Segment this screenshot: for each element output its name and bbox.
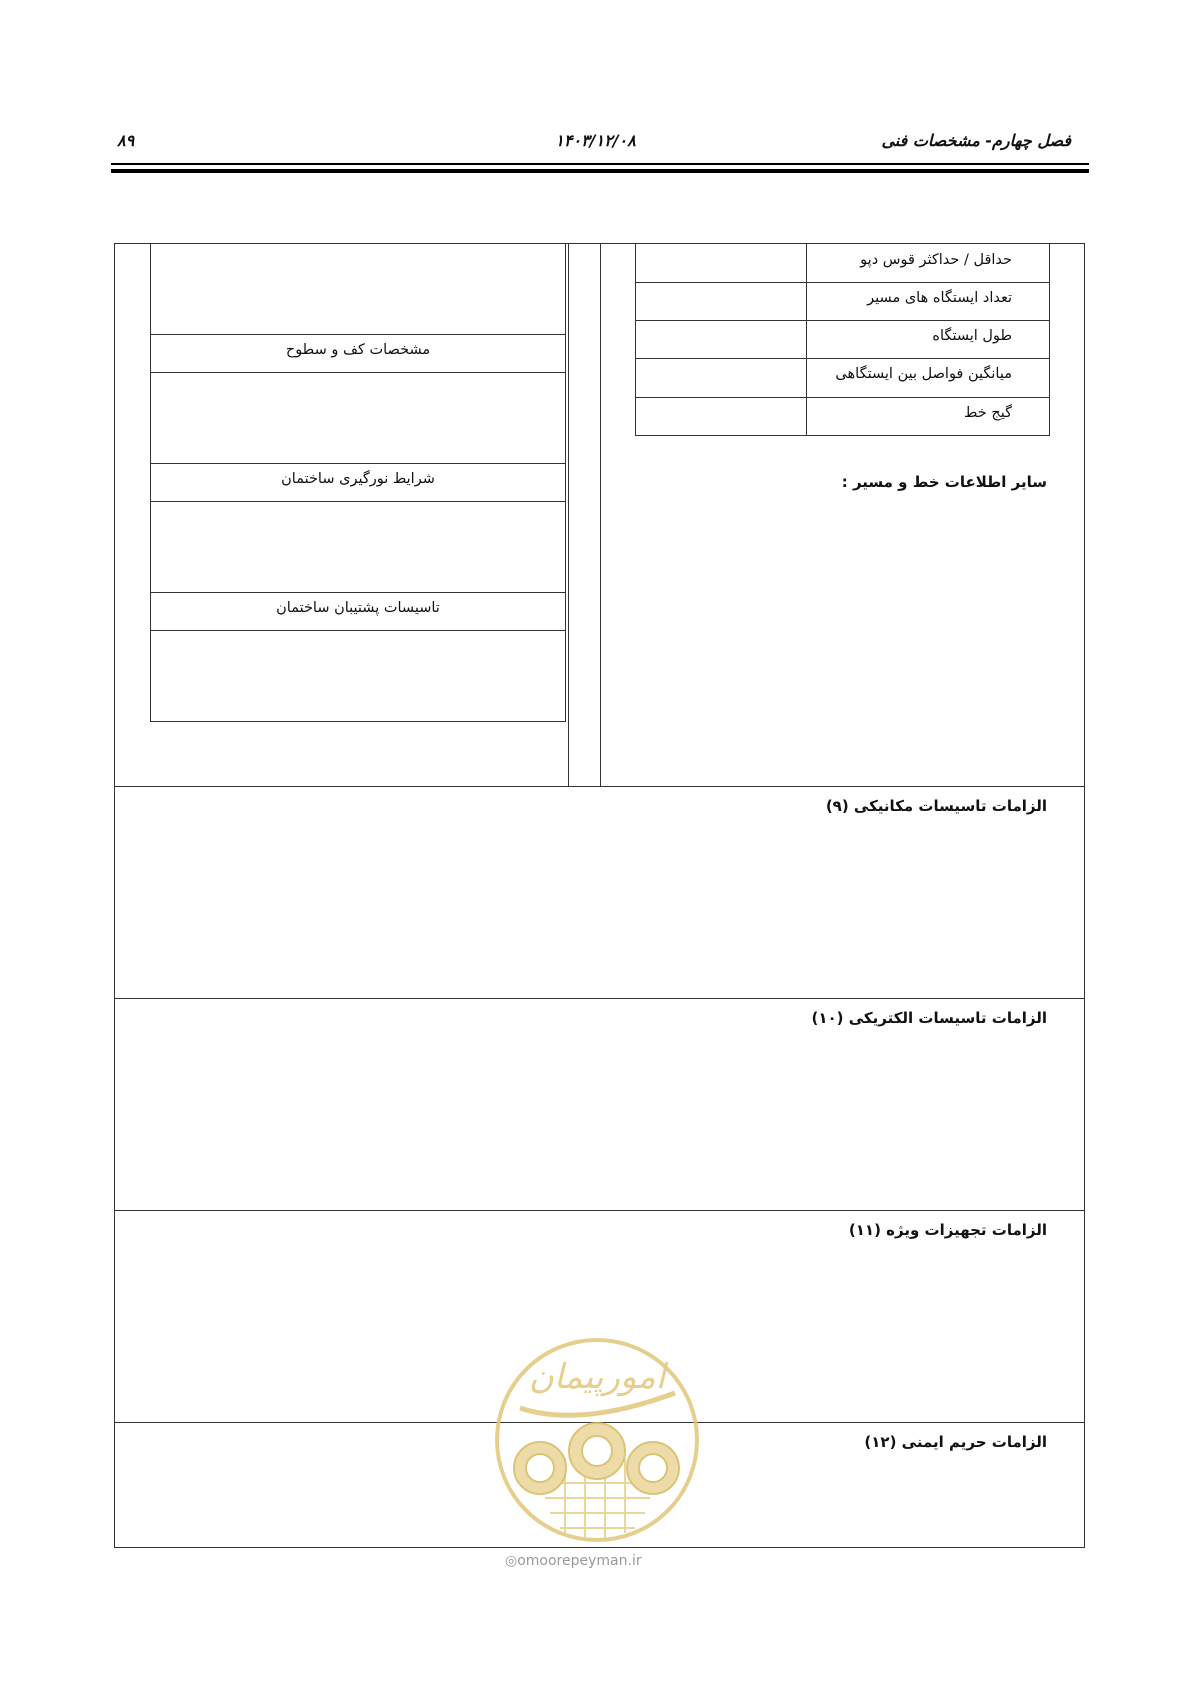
route-table-row-divider	[635, 358, 1050, 359]
section-divider-3	[114, 1210, 1085, 1211]
watermark-url: ◎omoorepeyman.ir	[505, 1553, 642, 1569]
column-divider-left	[568, 243, 569, 786]
page-number: ۸۹	[117, 131, 135, 150]
document-date: ۱۴۰۳/۱۲/۰۸	[555, 131, 636, 150]
section-divider-2	[114, 998, 1085, 999]
omoorepeyman-watermark-logo	[490, 1333, 705, 1548]
route-row-label-track-gauge: گیج خط	[964, 405, 1012, 421]
globe-icon: ◎	[505, 1553, 518, 1569]
route-table-row-divider	[635, 397, 1050, 398]
section-title-electrical: الزامات تاسیسات الکتریکی (۱۰)	[811, 1009, 1047, 1027]
building-label-floors-surfaces: مشخصات کف و سطوح	[285, 342, 431, 358]
route-table-row-divider	[635, 320, 1050, 321]
building-table-row-divider	[150, 630, 566, 631]
building-table-row-divider	[150, 334, 566, 335]
building-label-lighting: شرایط نورگیری ساختمان	[281, 471, 435, 487]
building-table-row-divider	[150, 501, 566, 502]
section-divider-1	[114, 786, 1085, 787]
route-row-label-station-count: تعداد ایستگاه های مسیر	[867, 290, 1012, 306]
building-table-row-divider	[150, 463, 566, 464]
route-row-label-station-spacing: میانگین فواصل بین ایستگاهی	[835, 366, 1012, 382]
header-rule-bottom	[111, 169, 1089, 173]
route-row-label-station-length: طول ایستگاه	[932, 328, 1012, 344]
section-title-special-equipment: الزامات تجهیزات ویژه (۱۱)	[848, 1221, 1047, 1239]
column-divider-right	[600, 243, 601, 786]
route-row-label-depot-curve: حداقل / حداکثر قوس دپو	[860, 252, 1012, 268]
route-table-column-divider	[806, 243, 807, 436]
other-route-info-label: سایر اطلاعات خط و مسیر :	[841, 473, 1047, 491]
building-label-support-facilities: تاسیسات پشتیبان ساختمان	[276, 600, 440, 616]
building-table-row-divider	[150, 372, 566, 373]
watermark-logo-text: امورپیمان	[528, 1357, 666, 1397]
section-title-safety-zone: الزامات حریم ایمنی (۱۲)	[864, 1433, 1047, 1451]
section-title-mechanical: الزامات تاسیسات مکانیکی (۹)	[825, 797, 1047, 815]
header-rule-top	[111, 163, 1089, 165]
chapter-title: فصل چهارم- مشخصات فنی	[881, 131, 1071, 150]
route-table-row-divider	[635, 282, 1050, 283]
building-table-row-divider	[150, 592, 566, 593]
